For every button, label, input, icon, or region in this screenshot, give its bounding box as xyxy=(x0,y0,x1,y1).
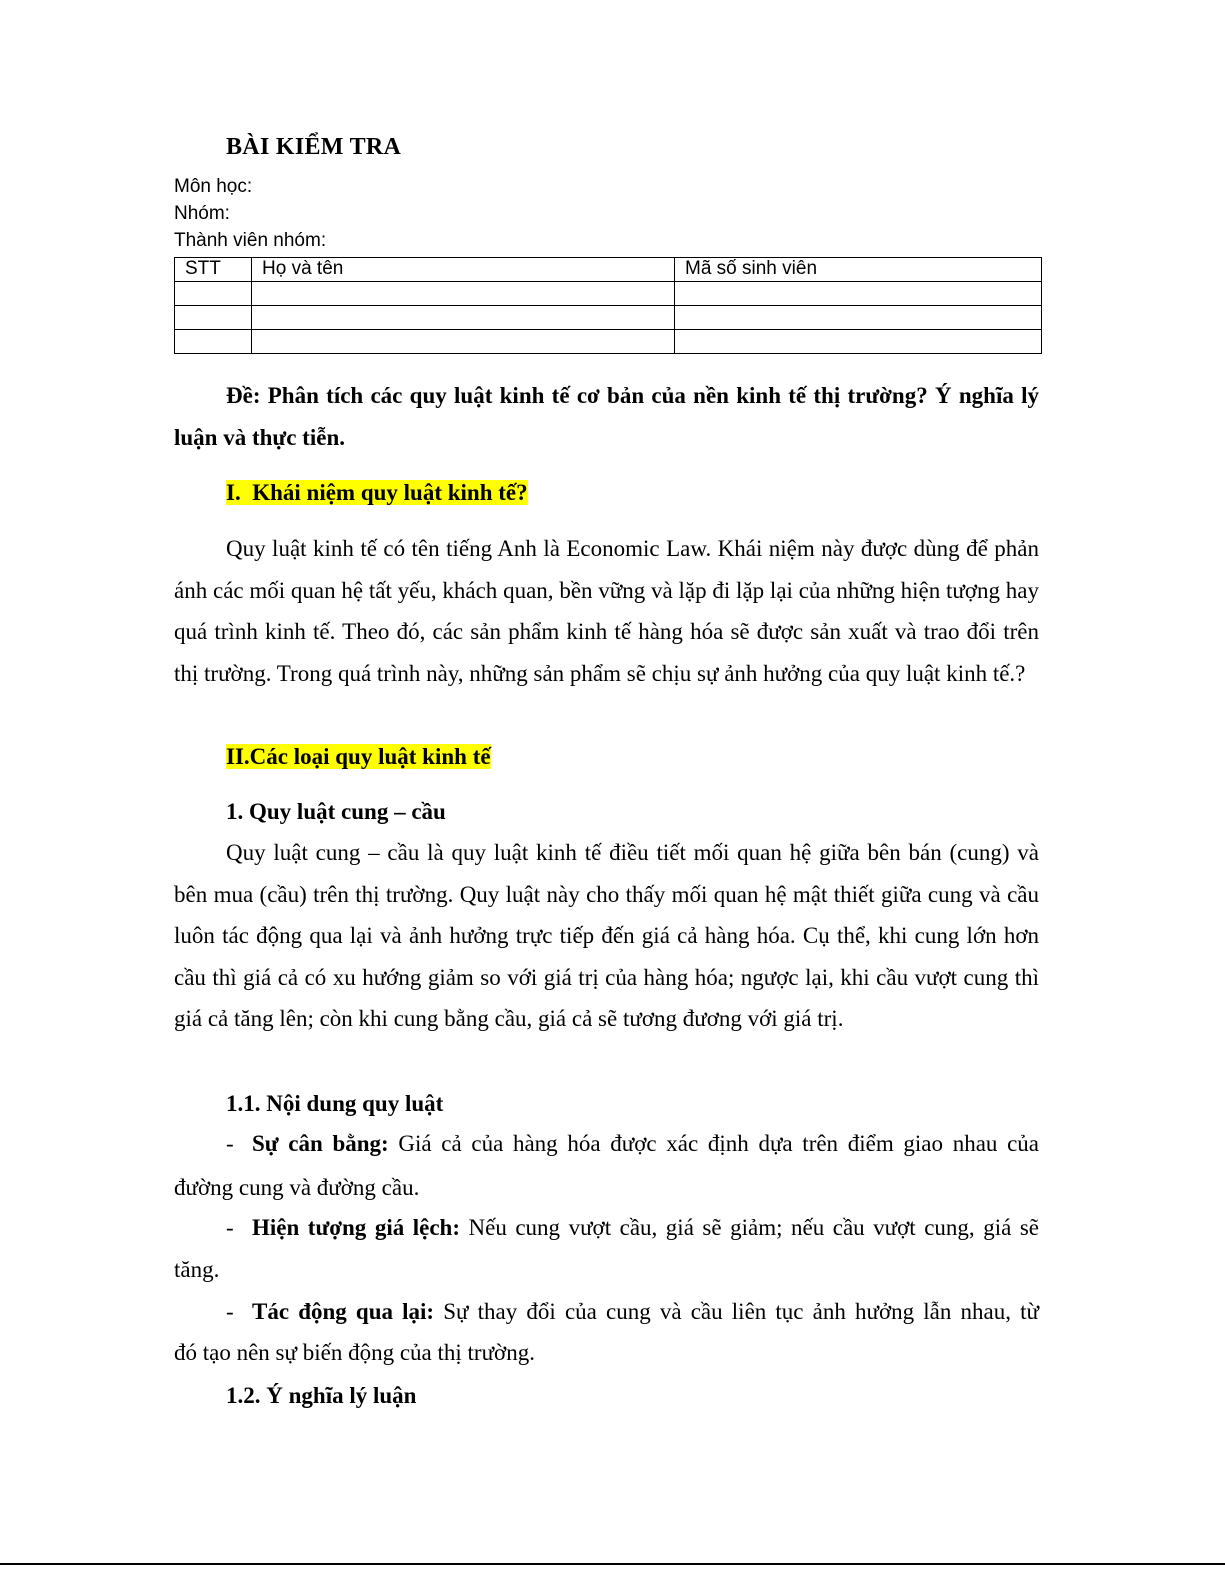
subject-label: Môn học: xyxy=(174,176,253,197)
members-label: Thành viên nhóm: xyxy=(174,230,327,251)
section-2-heading-text: II.Các loại quy luật kinh tế xyxy=(226,744,491,769)
bullet-term: Tác động qua lại: xyxy=(252,1299,435,1324)
bullet-continuation: đường cung và đường cầu. xyxy=(174,1175,420,1200)
header-student-id: Mã số sinh viên xyxy=(675,258,1042,282)
group-label: Nhóm: xyxy=(174,203,230,224)
table-cell[interactable] xyxy=(252,330,675,354)
members-table xyxy=(174,257,1042,354)
bullet-item xyxy=(226,1298,1039,1326)
subsection-1-paragraph: Quy luật cung – cầu là quy luật kinh tế điều tiết mối quan hệ giữa bên bán (cung) và bên mua (cầu) trên thị trường. Quy luật này cho thấy mối quan hệ mật thiết giữa cung và cầu luôn tác động qua lại và ảnh hưởng trực tiếp đến giá cả hàng hóa. Cụ thể, khi cung lớn hơn cầu thì giá cả có xu hướng giảm so với giá trị của hàng hóa; ngược lại, khi cầu vượt cung thì giá cả tăng lên; còn khi cung bằng cầu, giá cả sẽ tương đương với giá trị. xyxy=(174,840,1039,1032)
page-bottom-rule xyxy=(0,1563,1225,1565)
table-cell[interactable] xyxy=(675,306,1042,330)
bullet-text: Sự thay đổi của cung và cầu liên tục ảnh hưởng lẫn nhau, từ xyxy=(434,1299,1040,1324)
bullet-dash: - xyxy=(226,1131,234,1156)
table-cell[interactable] xyxy=(175,306,252,330)
section-1-heading xyxy=(226,477,528,509)
table-row xyxy=(175,282,1042,306)
subsection-1-heading: 1. Quy luật cung – cầu xyxy=(226,799,446,824)
table-cell[interactable] xyxy=(175,330,252,354)
header-name: Họ và tên xyxy=(252,258,675,282)
table-cell[interactable] xyxy=(252,306,675,330)
bullet-term: Hiện tượng giá lệch: xyxy=(252,1215,460,1240)
bullet-dash: - xyxy=(226,1299,234,1324)
table-cell[interactable] xyxy=(175,282,252,306)
subsection-1-1-heading: 1.1. Nội dung quy luật xyxy=(226,1091,444,1116)
table-row xyxy=(175,330,1042,354)
table-header-row xyxy=(175,258,1042,282)
section-1-heading-text: I. Khái niệm quy luật kinh tế? xyxy=(226,480,528,505)
subsection-1-2-heading: 1.2. Ý nghĩa lý luận xyxy=(226,1383,417,1408)
document-title: BÀI KIỂM TRA xyxy=(226,134,402,160)
table-cell[interactable] xyxy=(675,330,1042,354)
exam-question: Đề: Phân tích các quy luật kinh tế cơ bản của nền kinh tế thị trường? Ý nghĩa lý luận và thực tiễn. xyxy=(174,383,1039,450)
bullet-term: Sự cân bằng: xyxy=(252,1131,389,1156)
table-row xyxy=(175,306,1042,330)
bullet-text: Nếu cung vượt cầu, giá sẽ giảm; nếu cầu vượt cung, giá sẽ xyxy=(459,1215,1039,1240)
bullet-dash: - xyxy=(226,1215,234,1240)
bullet-item xyxy=(226,1130,1039,1158)
section-1-paragraph: Quy luật kinh tế có tên tiếng Anh là Economic Law. Khái niệm này được dùng để phản ánh các mối quan hệ tất yếu, khách quan, bền vững và lặp đi lặp lại của những hiện tượng hay quá trình kinh tế. Theo đó, các sản phẩm kinh tế hàng hóa sẽ được sản xuất và trao đổi trên thị trường. Trong quá trình này, những sản phẩm sẽ chịu sự ảnh hưởng của quy luật kinh tế.? xyxy=(174,536,1039,686)
bullet-text: Giá cả của hàng hóa được xác định dựa trên điểm giao nhau của xyxy=(388,1131,1039,1156)
bullet-continuation: tăng. xyxy=(174,1257,220,1282)
section-2-heading xyxy=(226,741,491,773)
table-cell[interactable] xyxy=(675,282,1042,306)
bullet-item xyxy=(226,1214,1039,1242)
table-cell[interactable] xyxy=(252,282,675,306)
header-stt: STT xyxy=(175,258,252,282)
bullet-continuation: đó tạo nên sự biến động của thị trường. xyxy=(174,1340,535,1365)
